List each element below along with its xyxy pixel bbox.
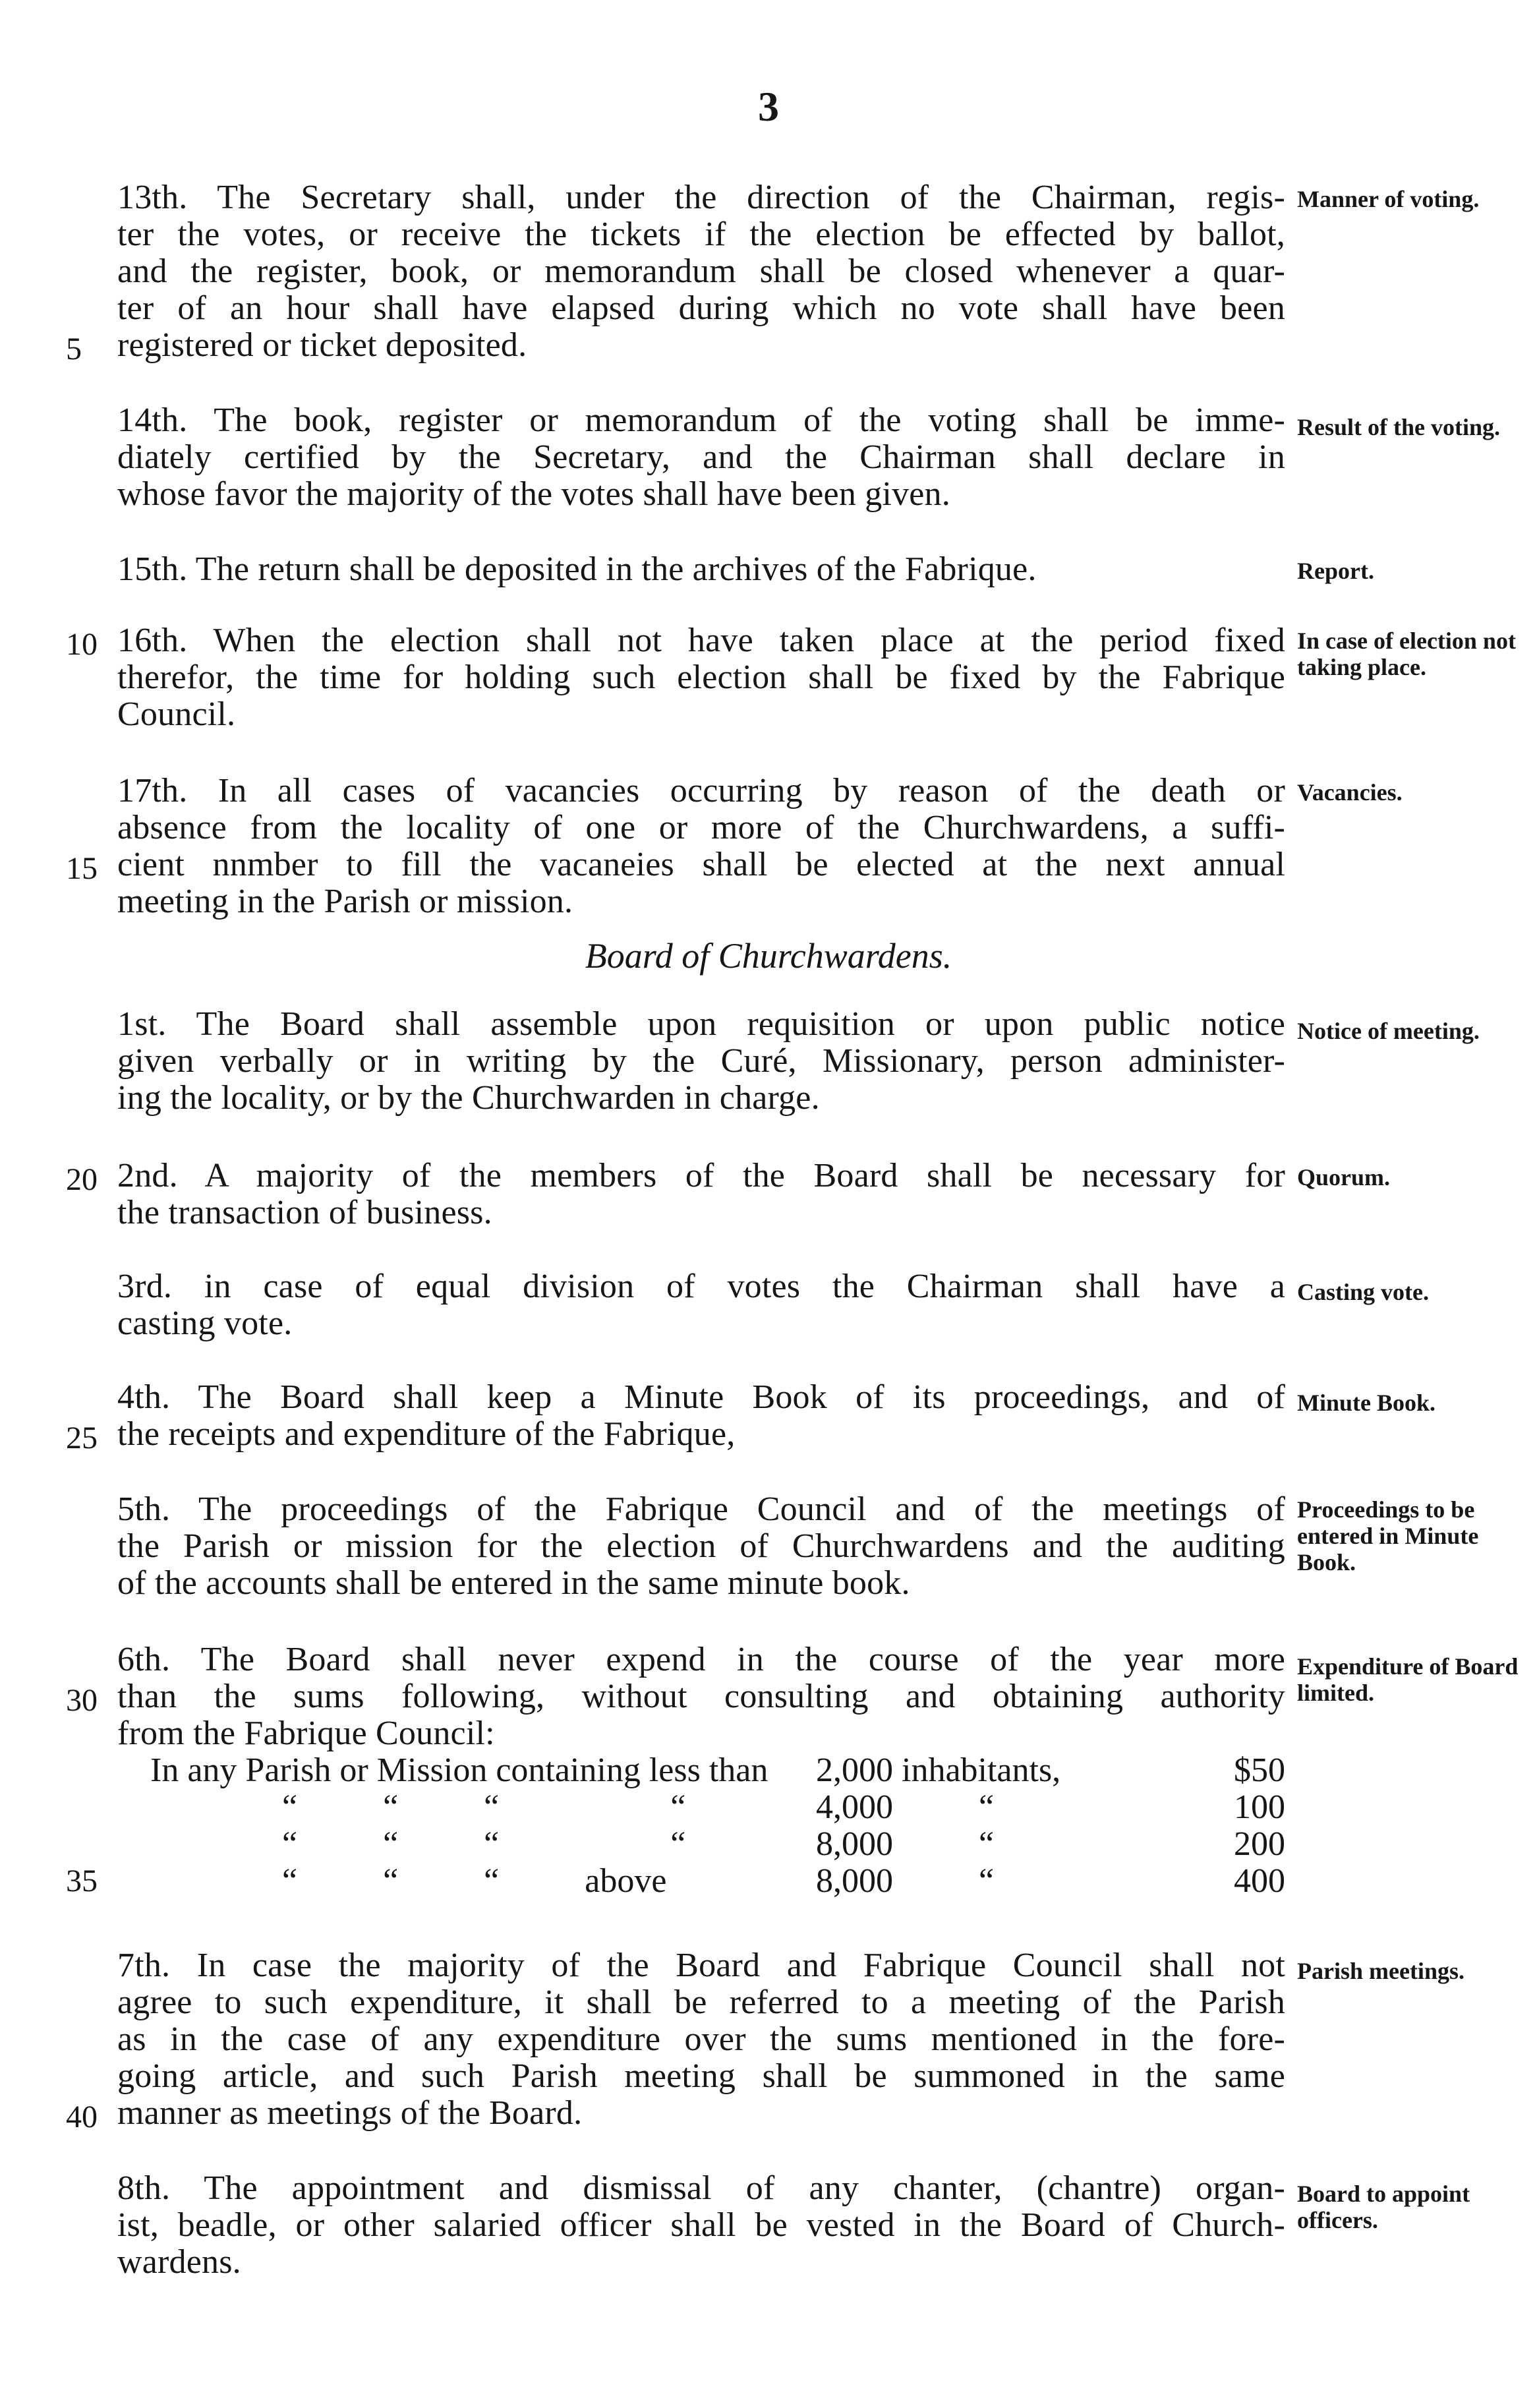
- text-line: registered or ticket deposited.: [117, 326, 527, 364]
- schedule-population: 4,000 “: [816, 1788, 995, 1826]
- page-number: 3: [758, 83, 779, 130]
- schedule-ditto: “ “ “ “: [282, 1825, 686, 1863]
- margin-note: Casting vote.: [1297, 1279, 1429, 1305]
- schedule-description: In any Parish or Mission containing less than: [150, 1751, 768, 1789]
- text-line: casting vote.: [117, 1305, 293, 1342]
- margin-note: Vacancies.: [1297, 779, 1403, 806]
- text-line: cient nnmber to fill the vacaneies shall be elected at the next annual: [117, 846, 1285, 883]
- text-line: 5th. The proceedings of the Fabrique Council and of the meetings of: [117, 1490, 1285, 1528]
- text-line: Council.: [117, 695, 236, 733]
- margin-note: In case of election not taking place.: [1297, 628, 1516, 680]
- text-line: 8th. The appointment and dismissal of any chanter, (chantre) organ-: [117, 2169, 1285, 2207]
- schedule-population: 8,000 “: [816, 1862, 995, 1900]
- margin-note: Parish meetings.: [1297, 1958, 1464, 1984]
- schedule-ditto: “ “ “ “: [282, 1788, 686, 1826]
- text-line: 16th. When the election shall not have taken place at the period fixed: [117, 622, 1285, 659]
- text-line: given verbally or in writing by the Curé, Missionary, person administer-: [117, 1042, 1285, 1080]
- text-line: 2nd. A majority of the members of the Board shall be necessary for: [117, 1157, 1285, 1194]
- margin-note: Minute Book.: [1297, 1390, 1436, 1416]
- line-number: 5: [66, 332, 82, 367]
- text-line: agree to such expenditure, it shall be referred to a meeting of the Parish: [117, 1983, 1285, 2021]
- margin-note: Report.: [1297, 558, 1374, 584]
- schedule-population: 2,000 inhabitants,: [816, 1751, 1061, 1789]
- text-line: manner as meetings of the Board.: [117, 2094, 583, 2132]
- line-number: 40: [66, 2100, 98, 2134]
- text-line: going article, and such Parish meeting shall be summoned in the same: [117, 2057, 1285, 2095]
- schedule-row: [150, 1751, 1285, 1790]
- text-line: ist, beadle, or other salaried officer shall be vested in the Board of Church-: [117, 2206, 1285, 2244]
- text-line: the receipts and expenditure of the Fabrique,: [117, 1415, 736, 1453]
- schedule-amount: 100: [1234, 1788, 1285, 1826]
- text-line: therefor, the time for holding such election shall be fixed by the Fabrique: [117, 659, 1285, 696]
- text-line: ter the votes, or receive the tickets if the election be effected by ballot,: [117, 216, 1285, 253]
- text-line: than the sums following, without consulting and obtaining authority: [117, 1678, 1285, 1715]
- section-heading: Board of Churchwardens.: [585, 936, 952, 976]
- schedule-amount: $50: [1234, 1751, 1285, 1789]
- line-number: 30: [66, 1683, 98, 1718]
- schedule-row: [150, 1862, 1285, 1901]
- line-number: 15: [66, 851, 98, 886]
- text-line: the transaction of business.: [117, 1194, 492, 1231]
- schedule-ditto: “ “ “ above: [282, 1862, 667, 1900]
- text-line: 15th. The return shall be deposited in the archives of the Fabrique.: [117, 550, 1037, 588]
- text-line: 6th. The Board shall never expend in the course of the year more: [117, 1641, 1285, 1678]
- margin-note: Expenditure of Board limited.: [1297, 1653, 1519, 1706]
- schedule-row: [150, 1788, 1285, 1827]
- text-line: 4th. The Board shall keep a Minute Book of its proceedings, and of: [117, 1378, 1285, 1416]
- line-number: 10: [66, 627, 98, 662]
- text-line: diately certified by the Secretary, and the Chairman shall declare in: [117, 438, 1285, 476]
- margin-note: Quorum.: [1297, 1164, 1391, 1190]
- text-line: of the accounts shall be entered in the same minute book.: [117, 1564, 910, 1602]
- schedule-amount: 400: [1234, 1862, 1285, 1900]
- text-line: 14th. The book, register or memorandum of the voting shall be imme-: [117, 401, 1285, 439]
- schedule-population: 8,000 “: [816, 1825, 995, 1863]
- margin-note: Proceedings to be entered in Minute Book.: [1297, 1496, 1479, 1575]
- text-line: 17th. In all cases of vacancies occurring by reason of the death or: [117, 772, 1285, 809]
- text-line: absence from the locality of one or more of the Churchwardens, a suffi-: [117, 809, 1285, 846]
- text-line: 13th. The Secretary shall, under the direction of the Chairman, regis-: [117, 179, 1285, 216]
- text-line: 3rd. in case of equal division of votes the Chairman shall have a: [117, 1268, 1285, 1305]
- margin-note: Notice of meeting.: [1297, 1018, 1480, 1044]
- line-number: 20: [66, 1162, 98, 1197]
- text-line: meeting in the Parish or mission.: [117, 883, 573, 920]
- line-number: 35: [66, 1864, 98, 1898]
- line-number: 25: [66, 1421, 98, 1455]
- schedule-amount: 200: [1234, 1825, 1285, 1863]
- text-line: 1st. The Board shall assemble upon requisition or upon public notice: [117, 1005, 1285, 1043]
- text-line: the Parish or mission for the election of Churchwardens and the auditing: [117, 1527, 1285, 1565]
- text-line: ter of an hour shall have elapsed during which no vote shall have been: [117, 289, 1285, 327]
- text-line: ing the locality, or by the Churchwarden in charge.: [117, 1079, 820, 1117]
- margin-note: Manner of voting.: [1297, 186, 1480, 212]
- text-line: and the register, book, or memorandum shall be closed whenever a quar-: [117, 252, 1285, 290]
- margin-note: Board to appoint officers.: [1297, 2181, 1470, 2233]
- text-line: 7th. In case the majority of the Board and Fabrique Council shall not: [117, 1947, 1285, 1984]
- text-line: as in the case of any expenditure over the sums mentioned in the fore-: [117, 2020, 1285, 2058]
- text-line: from the Fabrique Council:: [117, 1715, 495, 1752]
- text-line: wardens.: [117, 2243, 241, 2281]
- schedule-row: [150, 1825, 1285, 1864]
- margin-note: Result of the voting.: [1297, 414, 1500, 440]
- text-line: whose favor the majority of the votes shall have been given.: [117, 475, 950, 513]
